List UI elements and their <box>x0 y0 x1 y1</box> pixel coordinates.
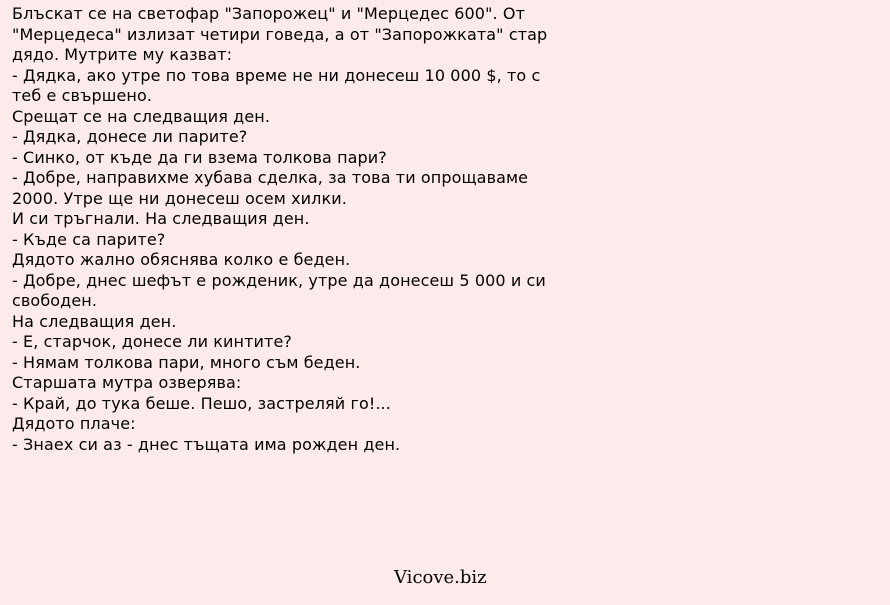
joke-line: 2000. Утре ще ни донесеш осем хилки. <box>12 188 347 208</box>
joke-line: Старшата мутра озверява: <box>12 373 242 392</box>
joke-line: "Мерцедеса" излизат четири говеда, а от "Запорожката" стар <box>12 24 548 44</box>
joke-line: теб е свършено. <box>12 86 153 105</box>
joke-line: Дядото плаче: <box>12 414 136 433</box>
joke-line: Блъскат се на светофар "Запорожец" и "Мерцедес 600". От <box>12 4 526 23</box>
joke-text <box>12 4 612 455</box>
joke-line: - Край, до тука беше. Пешо, застреляй го!... <box>12 393 391 413</box>
joke-line: - Синко, от къде да ги взема толкова пари? <box>12 147 387 167</box>
joke-line: - Добре, днес шефът е рожденик, утре да донесеш 5 000 и си <box>12 270 546 290</box>
joke-line: - Къде са парите? <box>12 229 166 249</box>
joke-line: свободен. <box>12 291 98 310</box>
joke-line: - Нямам толкова пари, много съм беден. <box>12 352 361 372</box>
joke-line: - Знаех си аз - днес тъщата има рожден ден. <box>12 434 401 454</box>
joke-line: - Дядка, донесе ли парите? <box>12 127 248 146</box>
joke-line: - Добре, направихме хубава сделка, за това ти опрощаваме <box>12 168 529 187</box>
joke-line: И си тръгнали. На следващия ден. <box>12 209 310 228</box>
joke-line: Дядото жално обяснява колко е беден. <box>12 250 351 269</box>
joke-line: - Дядка, ако утре по това време не ни донесеш 10 000 $, то с <box>12 65 541 85</box>
site-watermark: Vicove.biz <box>394 567 487 588</box>
joke-line: Срещат се на следващия ден. <box>12 106 271 126</box>
joke-line: - Е, старчок, донесе ли кинтите? <box>12 332 292 351</box>
joke-line: На следващия ден. <box>12 311 177 331</box>
joke-line: дядо. Мутрите му казват: <box>12 45 233 64</box>
